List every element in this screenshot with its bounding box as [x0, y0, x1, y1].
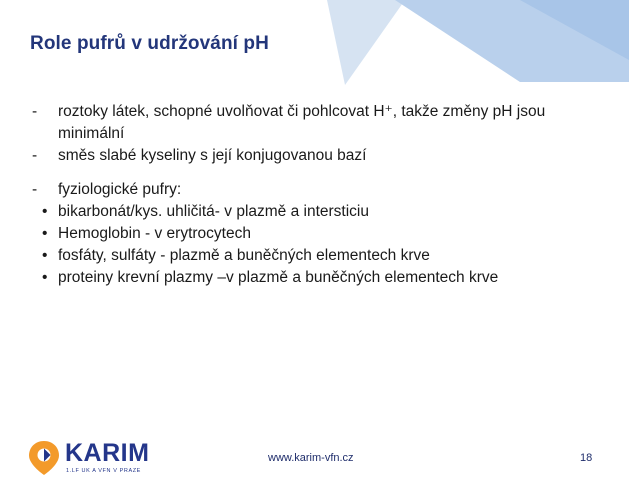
footer-url: www.karim-vfn.cz — [268, 452, 354, 464]
bullet-icon: • — [42, 247, 48, 264]
deco-shape-light — [327, 0, 405, 85]
karim-logo — [27, 437, 157, 477]
bullet-icon: • — [42, 225, 48, 242]
bullet-icon: • — [42, 269, 48, 286]
logo-subtitle: 1.LF UK A VFN V PRAZE — [66, 468, 141, 474]
dash-marker: - — [32, 147, 38, 164]
list-item — [32, 179, 612, 201]
point-text: roztoky látek, schopné uvolňovat či pohlcovat H⁺, takže změny pH jsou minimální — [58, 103, 546, 142]
list-item — [32, 145, 612, 167]
list-item — [32, 201, 612, 223]
physio-heading: fyziologické pufry: — [58, 181, 182, 198]
list-item — [32, 101, 612, 145]
bullet-text: Hemoglobin - v erytrocytech — [58, 225, 251, 242]
page-number: 18 — [580, 452, 593, 464]
point-text: směs slabé kyseliny s její konjugovanou bazí — [58, 147, 367, 164]
list-item — [32, 245, 612, 267]
bullet-icon: • — [42, 203, 48, 220]
bullet-text: proteiny krevní plazmy –v plazmě a buněčných elementech krve — [58, 269, 499, 286]
slide-title: Role pufrů v udržování pH — [30, 33, 269, 54]
bullet-text: fosfáty, sulfáty - plazmě a buněčných elementech krve — [58, 247, 430, 264]
bullet-text: bikarbonát/kys. uhličitá- v plazmě a intersticiu — [58, 203, 369, 220]
dash-marker: - — [32, 103, 38, 120]
logo-wordmark: KARIM — [65, 439, 150, 467]
list-item — [32, 223, 612, 245]
dash-marker: - — [32, 181, 38, 198]
location-pin-icon — [27, 439, 61, 477]
slide-body — [32, 101, 612, 289]
list-item — [32, 267, 612, 289]
